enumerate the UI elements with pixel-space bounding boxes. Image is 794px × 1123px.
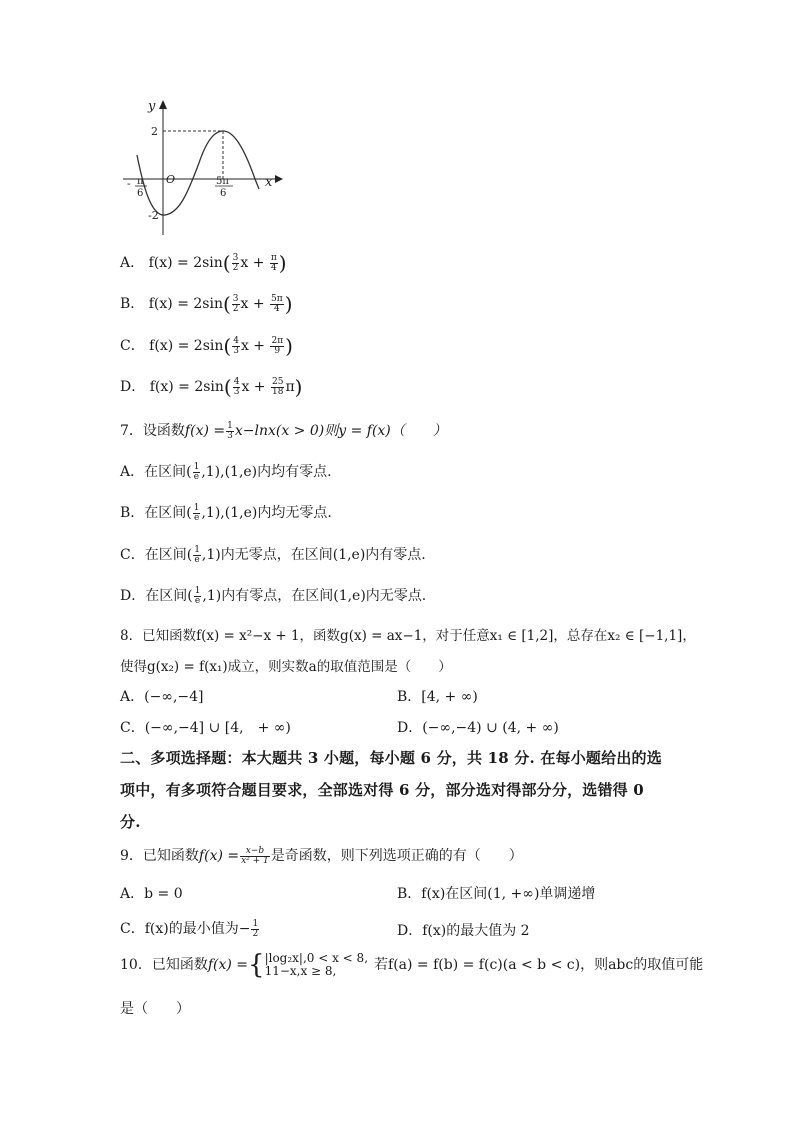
coef-den: 2	[232, 262, 239, 273]
origin-label: O	[166, 173, 176, 186]
q7-c-den: e	[194, 554, 200, 565]
q10-stem-a: 10．已知函数	[120, 957, 208, 973]
q9-option-b[interactable]: B．f(x)在区间(1, +∞)单调递增	[397, 886, 596, 902]
q9-frac-num: x−b	[240, 847, 270, 857]
q7-option-d[interactable]	[120, 585, 426, 606]
q7-c-frac	[193, 546, 201, 565]
neg-tick-den: 6	[137, 188, 144, 199]
paren-close: )	[278, 251, 287, 275]
phase-den: 9	[274, 345, 281, 356]
q10-stem	[120, 952, 703, 978]
q7-a-den: e	[193, 471, 200, 482]
coef-den: 2	[232, 303, 239, 314]
q7-option-a[interactable]	[120, 461, 332, 482]
option-a-lhs: f(x) = 2sin	[148, 255, 223, 271]
option-d-lhs: f(x) = 2sin	[149, 379, 224, 395]
q9-stem-b: 是奇函数，则下列选项正确的有（ ）	[270, 848, 523, 864]
q7-d-frac	[194, 587, 202, 606]
neg-tick-num: π	[137, 176, 144, 187]
y-min-label: -2	[148, 209, 159, 222]
y-axis-label: y	[148, 99, 156, 114]
option-c-mid: x +	[240, 338, 266, 354]
phase-fraction	[271, 378, 284, 397]
option-d-mid: x +	[241, 379, 266, 395]
q10-stem-f: f(x) =	[207, 957, 249, 973]
paren-close: )	[284, 292, 293, 316]
q7-frac-den: 3	[227, 430, 233, 441]
coef-fraction	[232, 337, 240, 356]
option-b-mid: x +	[240, 296, 265, 312]
coef-den: 3	[233, 386, 240, 397]
paren-open: (	[222, 292, 231, 316]
phase-fraction	[270, 337, 284, 356]
x-axis-arrow-icon	[275, 175, 283, 183]
q7-option-c[interactable]	[120, 544, 426, 565]
q10-stem-line2: 是（ ）	[120, 1001, 190, 1017]
q7-stem-a: 7．设函数	[120, 423, 185, 439]
sine-curve	[137, 131, 259, 215]
option-d-label: D．	[120, 379, 146, 395]
q8-option-d[interactable]: D．(−∞,−4) ∪ (4, + ∞)	[397, 720, 559, 736]
y-axis-arrow-icon	[159, 100, 167, 109]
q9-option-d[interactable]: D．f(x)的最大值为 2	[397, 923, 530, 939]
q7-stem-f: f(x) =	[184, 423, 226, 439]
q7-stem-b: x−lnx(x > 0)则	[234, 423, 339, 439]
coef-fraction	[233, 378, 241, 397]
q9-stem-f: f(x) =	[198, 848, 240, 864]
option-c-lhs: f(x) = 2sin	[149, 338, 224, 354]
coef-num: 4	[233, 376, 240, 387]
phase-tail: π	[285, 379, 295, 395]
phase-num: 5π	[271, 293, 283, 304]
q9-c-den: 2	[252, 928, 259, 939]
case-1: |log₂x|,0 < x < 8,	[264, 951, 369, 965]
q7-b-den: e	[193, 512, 200, 523]
q7-c-num: 1	[194, 544, 200, 555]
q7-stem-c: y = f(x)（ ）	[338, 423, 447, 439]
phase-fraction	[270, 295, 284, 314]
sine-graph	[115, 95, 285, 240]
paren-open: (	[223, 334, 232, 358]
option-a-mid: x +	[240, 255, 265, 271]
q8-stem-line1: 8．已知函数f(x) = x²−x + 1，函数g(x) = ax−1，对于任意x₁ ∈ [1,2]，总存在x₂ ∈ [−1,1]，	[120, 628, 696, 644]
q6-option-d[interactable]	[120, 376, 302, 397]
q7-a-tail: ,1),(1,e)内均有零点.	[201, 464, 332, 480]
q9-frac-den: x² + 1	[241, 855, 269, 866]
option-c-label: C．	[120, 338, 145, 354]
paren-open: (	[223, 375, 232, 399]
q7-stem	[120, 420, 447, 441]
q9-c-label: C．f(x)的最小值为−	[120, 921, 251, 937]
q7-a-frac	[193, 463, 201, 482]
q9-fraction	[240, 847, 270, 866]
q7-option-b[interactable]	[120, 502, 332, 523]
q7-a-label: A．在区间(	[120, 464, 192, 480]
q8-option-a[interactable]: A．(−∞,−4]	[120, 689, 204, 705]
q7-d-label: D．在区间(	[120, 588, 193, 604]
case-2: 11−x,x ≥ 8,	[264, 964, 337, 978]
q7-a-num: 1	[193, 461, 200, 472]
q6-option-b[interactable]	[120, 293, 293, 314]
option-b-label: B．	[120, 296, 145, 312]
q7-frac-num: 1	[227, 420, 233, 431]
coef-num: 4	[233, 335, 239, 346]
q7-d-den: e	[194, 595, 201, 606]
neg-tick-sign: -	[127, 177, 131, 190]
option-b-lhs: f(x) = 2sin	[148, 296, 223, 312]
q7-c-label: C．在区间(	[120, 547, 193, 563]
q7-b-num: 1	[193, 502, 200, 513]
paren-close: )	[285, 334, 293, 358]
y-max-label: 2	[151, 125, 158, 138]
q7-fraction	[226, 422, 234, 441]
q8-option-c[interactable]: C．(−∞,−4] ∪ [4, + ∞)	[120, 720, 291, 736]
pos-tick-den: 6	[220, 188, 227, 199]
q7-d-tail: ,1)内有零点，在区间(1,e)内无零点.	[202, 588, 427, 604]
coef-fraction	[232, 295, 240, 314]
phase-num: π	[270, 252, 277, 263]
q7-b-tail: ,1),(1,e)内均无零点.	[201, 505, 332, 521]
q7-c-tail: ,1)内无零点，在区间(1,e)内有零点.	[201, 547, 426, 563]
coef-num: 3	[232, 252, 239, 263]
coef-den: 3	[233, 345, 239, 356]
phase-num: 2π	[271, 335, 284, 346]
section2-heading-line1: 二、多项选择题：本大题共 3 小题，每小题 6 分，共 18 分. 在每小题给出的选	[120, 749, 662, 767]
q9-stem-a: 9．已知函数	[120, 848, 199, 864]
section2-heading-line3: 分.	[120, 813, 141, 831]
q9-c-num: 1	[252, 918, 259, 929]
q7-b-frac	[193, 504, 201, 523]
x-axis-label: x	[265, 175, 273, 190]
piecewise-cases	[265, 952, 368, 978]
q6-option-c[interactable]	[120, 335, 293, 356]
coef-num: 3	[232, 293, 239, 304]
phase-den: 18	[271, 386, 284, 397]
phase-den: 4	[274, 303, 280, 314]
q7-d-num: 1	[194, 585, 201, 596]
paren-close: )	[294, 375, 303, 399]
q6-option-a[interactable]	[120, 252, 287, 273]
pos-tick-num: 5π	[216, 176, 229, 187]
q9-option-c[interactable]	[120, 918, 260, 939]
option-a-label: A．	[120, 255, 145, 271]
phase-num: 25	[271, 376, 284, 387]
phase-den: 4	[270, 262, 277, 273]
phase-fraction	[270, 254, 278, 273]
coef-fraction	[232, 254, 240, 273]
paren-open: (	[222, 251, 231, 275]
q7-b-label: B．在区间(	[120, 505, 192, 521]
q8-option-b[interactable]: B．[4, + ∞)	[397, 689, 478, 705]
q8-stem-line2: 使得g(x₂) = f(x₁)成立，则实数a的取值范围是（ ）	[120, 659, 452, 675]
q9-stem	[120, 845, 523, 866]
q9-c-frac	[251, 920, 259, 939]
q10-stem-b: 若f(a) = f(b) = f(c)(a < b < c)，则abc的取值可能	[374, 957, 704, 973]
section2-heading-line2: 项中，有多项符合题目要求，全部选对得 6 分，部分选对得部分分，选错得 0	[120, 781, 644, 799]
piecewise-brace-icon: {	[248, 950, 265, 980]
q9-option-a[interactable]: A．b = 0	[120, 886, 183, 902]
